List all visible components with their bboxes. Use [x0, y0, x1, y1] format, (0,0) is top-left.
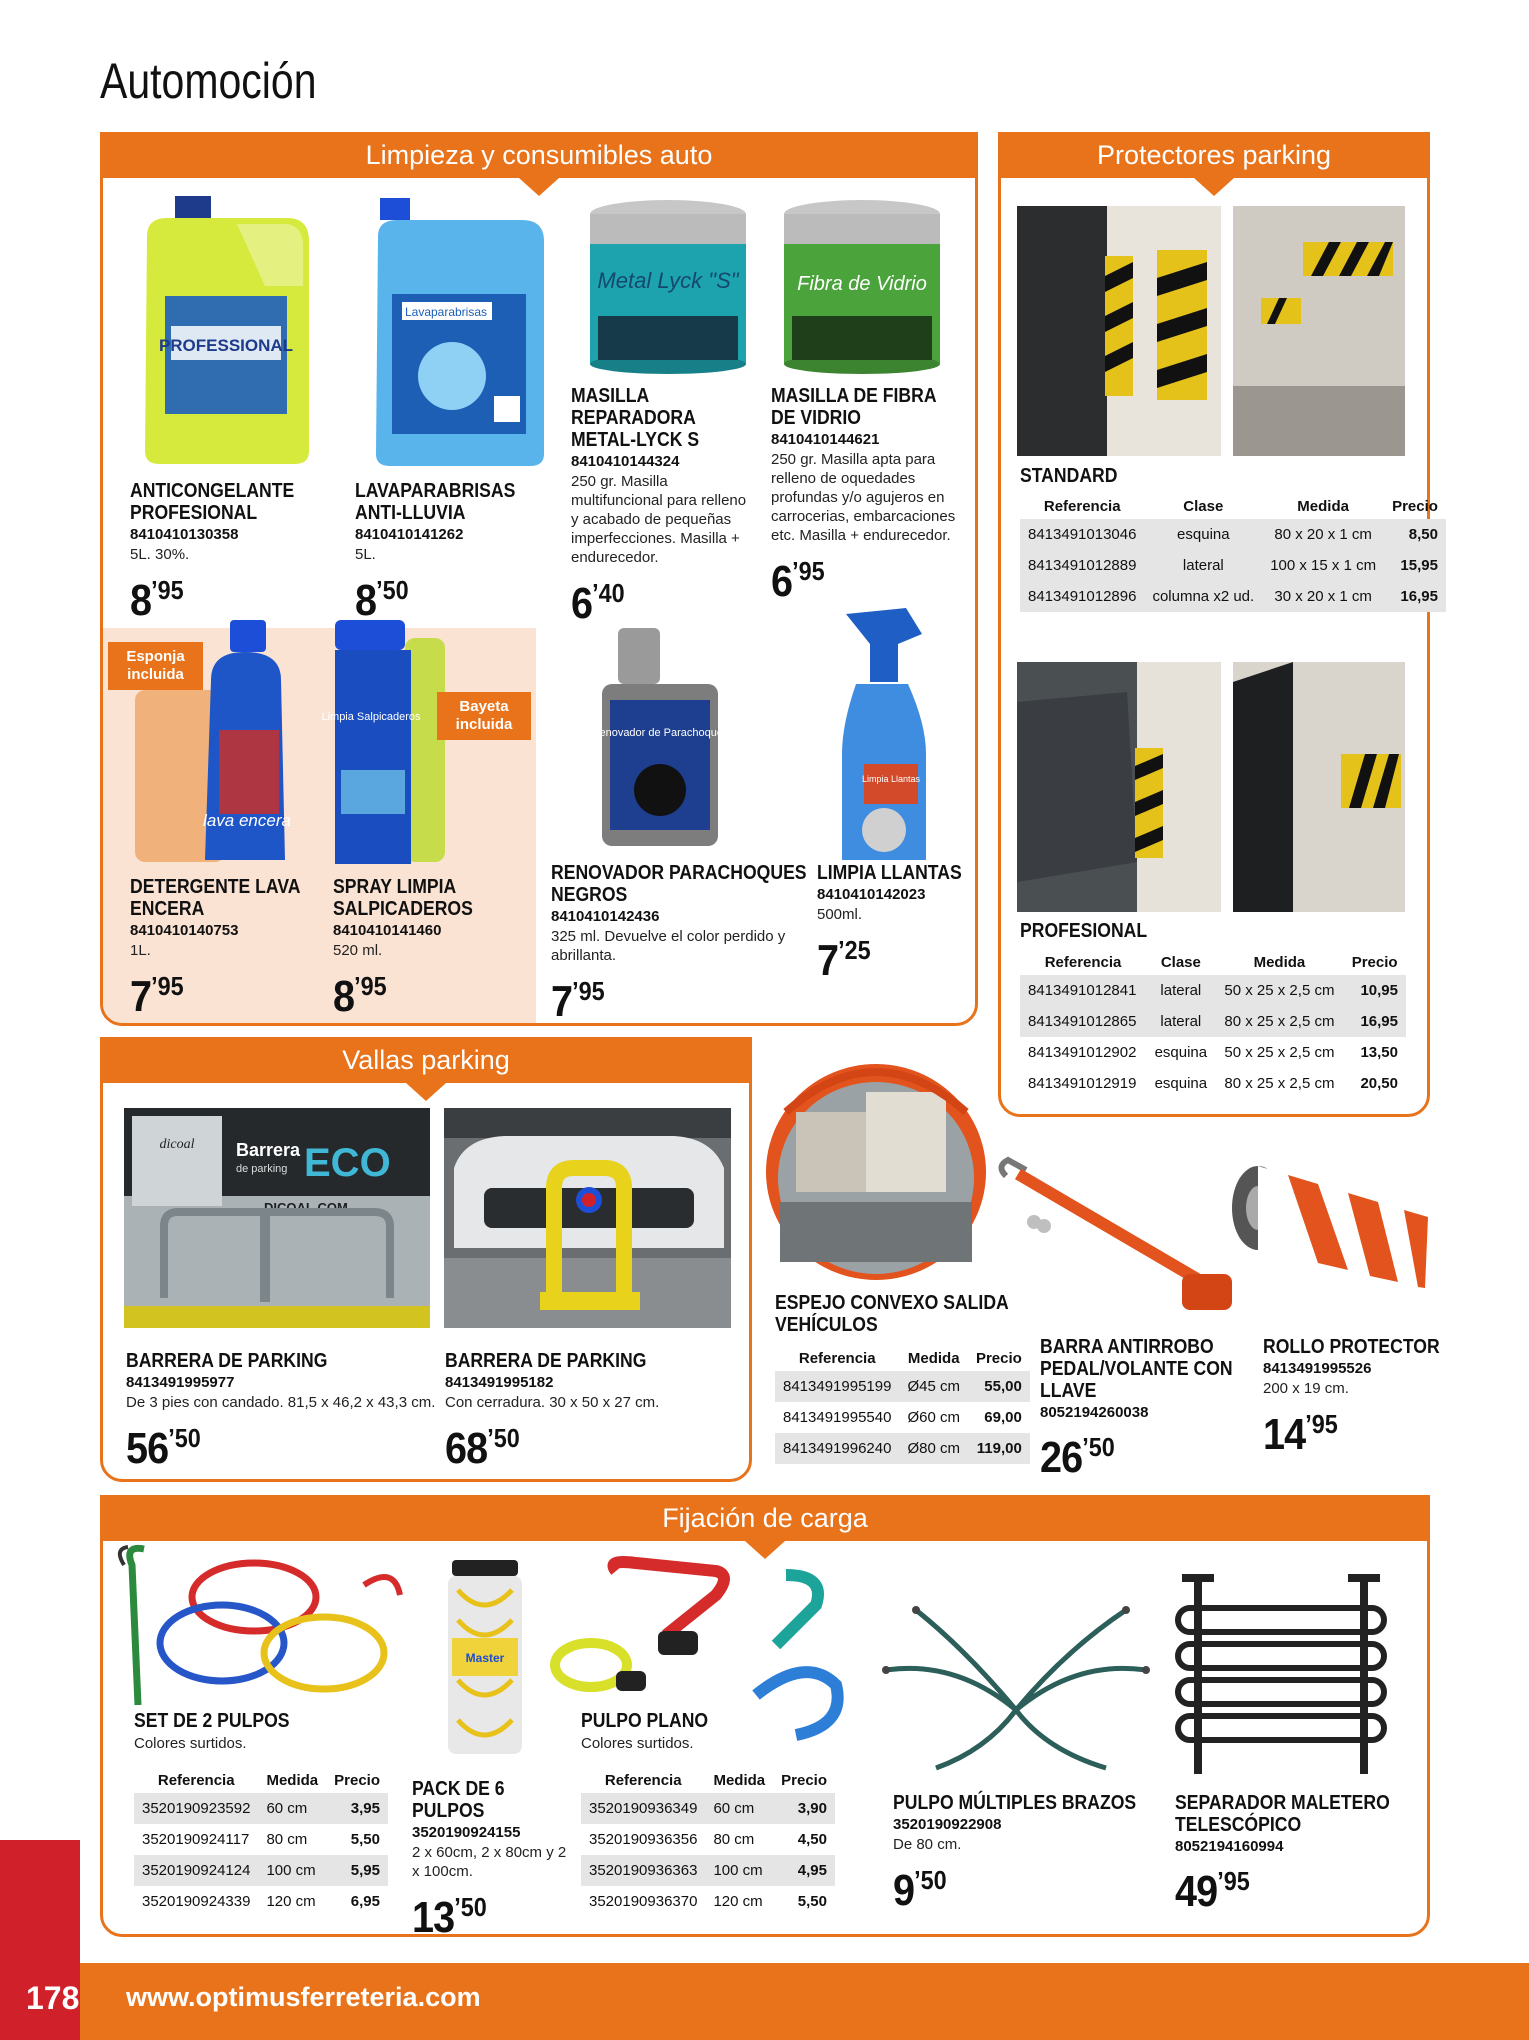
protector-roll-icon — [1228, 1160, 1438, 1300]
table-row: 8413491012896 columna x2 ud. 30 x 20 x 1 cm 16,95 — [1020, 581, 1446, 612]
wall-protector-photo — [1233, 206, 1405, 456]
table-row: 8413491995540 Ø60 cm 69,00 — [783, 1409, 1022, 1426]
table-row: 8413491013046 esquina 80 x 20 x 1 cm 8,50 — [1020, 519, 1446, 550]
col-header: Precio — [781, 1772, 827, 1789]
door-protector-photo — [1233, 662, 1405, 912]
col-header: Referencia — [604, 1772, 682, 1789]
product-barrera-2 — [445, 1350, 745, 1473]
product-ref: 8410410144621 — [771, 431, 880, 448]
product-name: SET DE 2 PULPOS — [134, 1710, 290, 1732]
product-desc: Colores surtidos. — [581, 1735, 694, 1752]
col-header: Referencia — [798, 1350, 876, 1367]
product-ref: 8410410142023 — [817, 886, 926, 903]
product-masilla-fibra — [771, 385, 966, 606]
barrera-eco-photo — [124, 1108, 430, 1328]
standard-table — [1020, 494, 1446, 612]
product-limpia-llantas — [817, 862, 967, 985]
product-name: PULPO MÚLTIPLES BRAZOS — [893, 1792, 1137, 1814]
col-header: Medida — [907, 1350, 960, 1367]
product-renovador — [551, 862, 806, 1026]
espejo-table — [775, 1346, 1030, 1464]
fijacion-header: Fijación de carga — [100, 1495, 1430, 1541]
corner-protector-photo — [1017, 206, 1221, 456]
col-header: Referencia — [157, 1772, 235, 1789]
product-lavaparabrisas — [355, 480, 555, 625]
col-header: Referencia — [1043, 498, 1121, 515]
product-desc: 2 x 60cm, 2 x 80cm y 2 x 100cm. — [412, 1844, 567, 1880]
table-row: 8413491012902 esquina 50 x 25 x 2,5 cm 13,50 — [1028, 1044, 1398, 1061]
product-name: DETERGENTE LAVA — [130, 876, 301, 898]
product-desc: 325 ml. Devuelve el color perdido y abrillanta. — [551, 928, 786, 964]
rim-spray-icon — [836, 604, 936, 866]
product-pulpo-multiples — [893, 1792, 1153, 1915]
standard-title: STANDARD — [1020, 465, 1118, 487]
product-separador — [1175, 1792, 1415, 1916]
esponja-tag: Esponja incluida — [108, 642, 203, 690]
product-price: $8^{’95}$ — [333, 971, 387, 1021]
product-name: BARRERA DE PARKING — [126, 1350, 328, 1372]
fiber-tin-icon — [782, 198, 942, 374]
col-header: Clase — [1160, 954, 1201, 971]
col-header: Referencia — [1044, 954, 1122, 971]
product-ref: 3520190922908 — [893, 1816, 1002, 1833]
set-pulpos-table — [134, 1768, 388, 1917]
page-title: Automoción — [100, 53, 317, 109]
product-detergente — [130, 876, 330, 1021]
table-row: 3520190924117 80 cm 5,50 — [142, 1831, 380, 1848]
table-row: 8413491995199 Ø45 cm 55,00 — [775, 1371, 1030, 1402]
product-rollo — [1263, 1336, 1443, 1459]
limpieza-header: Limpieza y consumibles auto — [100, 132, 978, 178]
product-name: ENCERA — [130, 898, 205, 920]
product-price: $7^{’25}$ — [817, 935, 871, 985]
svg-text:dicoal: dicoal — [159, 1137, 195, 1152]
product-price: $14^{’95}$ — [1263, 1409, 1338, 1459]
product-desc: 5L. — [355, 546, 376, 563]
product-set-pulpos — [134, 1710, 394, 1753]
col-header: Medida — [1253, 954, 1306, 971]
product-name: BARRA ANTIRROBO — [1040, 1336, 1214, 1358]
product-price: $8^{’95}$ — [130, 575, 184, 625]
svg-text:Limpia Salpicaderos: Limpia Salpicaderos — [321, 711, 421, 723]
product-name: LLAVE — [1040, 1380, 1097, 1402]
product-price: $68^{’50}$ — [445, 1423, 520, 1473]
svg-text:Metal Lyck "S": Metal Lyck "S" — [597, 268, 739, 293]
product-desc: De 3 pies con candado. 81,5 x 46,2 x 43,3 cm. — [126, 1394, 436, 1411]
svg-text:de parking: de parking — [236, 1163, 288, 1175]
product-desc: 500ml. — [817, 906, 863, 923]
product-ref: 8413491995977 — [126, 1374, 235, 1391]
profesional-table — [1020, 950, 1406, 1099]
product-ref: 8410410140753 — [130, 922, 239, 939]
product-spray-salpicaderos — [333, 876, 533, 1021]
product-ref: 8410410144324 — [571, 453, 680, 470]
product-name: VEHÍCULOS — [775, 1314, 878, 1336]
product-barra-antirrobo — [1040, 1336, 1240, 1482]
table-row: 8413491012865 lateral 80 x 25 x 2,5 cm 16,95 — [1020, 1006, 1406, 1037]
col-header: Clase — [1183, 498, 1224, 515]
product-pulpo-plano — [581, 1710, 841, 1753]
barrera-cerradura-photo — [444, 1108, 731, 1328]
bayeta-tag: Bayeta incluida — [437, 692, 531, 740]
product-name: PULPOS — [412, 1800, 485, 1822]
product-price: $9^{’50}$ — [893, 1865, 947, 1915]
product-name: BARRERA DE PARKING — [445, 1350, 647, 1372]
product-price: $8^{’50}$ — [355, 575, 409, 625]
product-name: PROFESIONAL — [130, 502, 258, 524]
product-desc: De 80 cm. — [893, 1836, 962, 1853]
product-price: $56^{’50}$ — [126, 1423, 201, 1473]
product-price: $13^{’50}$ — [412, 1892, 487, 1942]
product-ref: 8413491995182 — [445, 1374, 554, 1391]
profesional-title: PROFESIONAL — [1020, 920, 1148, 942]
product-name: ANTI-LLUVIA — [355, 502, 466, 524]
product-name: LIMPIA LLANTAS — [817, 862, 962, 884]
product-pack-pulpos — [412, 1778, 572, 1942]
page-number: 178 — [26, 1980, 80, 2016]
product-ref: 8413491995526 — [1263, 1360, 1372, 1377]
pulpo-plano-table — [581, 1768, 835, 1917]
anti-theft-bar-icon — [986, 1156, 1246, 1326]
svg-text:ECO: ECO — [304, 1141, 391, 1185]
product-ref: 8052194160994 — [1175, 1838, 1284, 1855]
table-row: 3520190936356 80 cm 4,50 — [589, 1831, 827, 1848]
product-ref: 8410410142436 — [551, 908, 660, 925]
col-header: Precio — [1351, 954, 1398, 971]
product-desc: 250 gr. Masilla apta para relleno de oquedades profundas y/o agujeros en carrocerias, embarcaciones etc. Masilla + endurecedor. — [771, 451, 956, 544]
product-masilla-metal — [571, 385, 756, 628]
col-header: Precio — [1392, 498, 1438, 515]
product-desc: 200 x 19 cm. — [1263, 1380, 1349, 1397]
product-price: $6^{’40}$ — [571, 578, 625, 628]
svg-text:Limpia Llantas: Limpia Llantas — [861, 774, 921, 784]
col-header: Medida — [713, 1772, 766, 1789]
product-name: ANTICONGELANTE — [130, 480, 295, 502]
table-row: 3520190924124 100 cm 5,95 — [134, 1855, 388, 1886]
product-name: MASILLA — [571, 385, 650, 407]
table-row: 3520190936370 120 cm 5,50 — [589, 1893, 827, 1910]
product-price: $7^{’95}$ — [551, 976, 605, 1026]
product-name: MASILLA DE FIBRA — [771, 385, 937, 407]
product-name: LAVAPARABRISAS — [355, 480, 516, 502]
product-desc: 520 ml. — [333, 942, 383, 959]
col-header: Medida — [266, 1772, 319, 1789]
spray-can-icon — [321, 620, 448, 865]
product-name: PACK DE 6 — [412, 1778, 505, 1800]
convex-mirror-icon — [766, 1052, 996, 1287]
product-espejo — [775, 1292, 1009, 1336]
product-price: $6^{’95}$ — [771, 556, 825, 606]
product-barrera-1 — [126, 1350, 436, 1473]
svg-text:Lavaparabrisas: Lavaparabrisas — [404, 305, 488, 319]
product-price: $26^{’50}$ — [1040, 1432, 1115, 1482]
svg-text:Barrera: Barrera — [236, 1140, 301, 1160]
product-name: SEPARADOR MALETERO — [1175, 1792, 1390, 1814]
website-link[interactable]: www.optimusferreteria.com — [126, 1982, 481, 2012]
protectores-header: Protectores parking — [998, 132, 1430, 178]
product-name: SALPICADEROS — [333, 898, 473, 920]
table-row: 3520190936363 100 cm 4,95 — [581, 1855, 835, 1886]
vallas-header: Vallas parking — [100, 1037, 752, 1083]
svg-text:lava encera: lava encera — [203, 811, 291, 830]
bumper-bottle-icon — [591, 628, 729, 848]
bungee-pack-icon — [444, 1560, 526, 1758]
product-name: METAL-LYCK S — [571, 429, 700, 451]
trunk-separator-icon — [1168, 1558, 1394, 1776]
svg-text:Master: Master — [465, 1651, 505, 1665]
product-price: $7^{’95}$ — [130, 971, 184, 1021]
product-ref: 8410410130358 — [130, 526, 239, 543]
product-name: TELESCÓPICO — [1175, 1814, 1302, 1836]
product-anticongelante — [130, 480, 330, 625]
table-row: 8413491996240 Ø80 cm 119,00 — [775, 1433, 1030, 1464]
table-row: 8413491012841 lateral 50 x 25 x 2,5 cm 10,95 — [1020, 975, 1406, 1006]
product-price: $49^{’95}$ — [1175, 1866, 1250, 1916]
product-desc: 5L. 30%. — [130, 546, 190, 563]
product-desc: Colores surtidos. — [134, 1735, 247, 1752]
table-row: 3520190936349 60 cm 3,90 — [581, 1793, 835, 1824]
col-header: Precio — [334, 1772, 380, 1789]
svg-text:Renovador de Parachoques: Renovador de Parachoques — [591, 727, 729, 739]
product-desc: Con cerradura. 30 x 50 x 27 cm. — [445, 1394, 660, 1411]
table-row: 8413491012919 esquina 80 x 25 x 2,5 cm 20,50 — [1028, 1075, 1398, 1092]
product-name: PULPO PLANO — [581, 1710, 709, 1732]
product-name: ROLLO PROTECTOR — [1263, 1336, 1440, 1358]
green-jug-icon — [137, 196, 317, 466]
car-protector-photo — [1017, 662, 1221, 912]
product-name: DE VIDRIO — [771, 407, 861, 429]
product-name: PEDAL/VOLANTE CON — [1040, 1358, 1233, 1380]
product-ref: 3520190924155 — [412, 1824, 521, 1841]
product-ref: 8052194260038 — [1040, 1404, 1149, 1421]
svg-text:Fibra de Vidrio: Fibra de Vidrio — [797, 273, 927, 295]
product-ref: 8410410141460 — [333, 922, 442, 939]
product-name: NEGROS — [551, 884, 628, 906]
blue-jug-icon — [372, 196, 548, 468]
product-name: RENOVADOR PARACHOQUES — [551, 862, 807, 884]
product-name: ESPEJO CONVEXO SALIDA — [775, 1292, 1009, 1314]
metal-tin-icon — [588, 196, 748, 374]
product-desc: 250 gr. Masilla multifuncional para relleno y acabado de pequeñas imperfecciones. Masilla + endurecedor. — [571, 473, 747, 566]
col-header: Precio — [975, 1350, 1022, 1367]
multi-arm-bungee-icon — [876, 1600, 1160, 1770]
product-ref: 8410410141262 — [355, 526, 464, 543]
table-row: 3520190924339 120 cm 6,95 — [142, 1893, 380, 1910]
bungee-set-icon — [104, 1545, 404, 1715]
jug-label: PROFESSIONAL — [158, 336, 294, 355]
table-row: 3520190923592 60 cm 3,95 — [134, 1793, 388, 1824]
product-desc: 1L. — [130, 942, 151, 959]
svg-text:DICOAL.COM: DICOAL.COM — [264, 1200, 348, 1215]
product-name: REPARADORA — [571, 407, 696, 429]
product-name: SPRAY LIMPIA — [333, 876, 457, 898]
col-header: Medida — [1297, 498, 1349, 515]
table-row: 8413491012889 lateral 100 x 15 x 1 cm 15,95 — [1020, 550, 1446, 581]
